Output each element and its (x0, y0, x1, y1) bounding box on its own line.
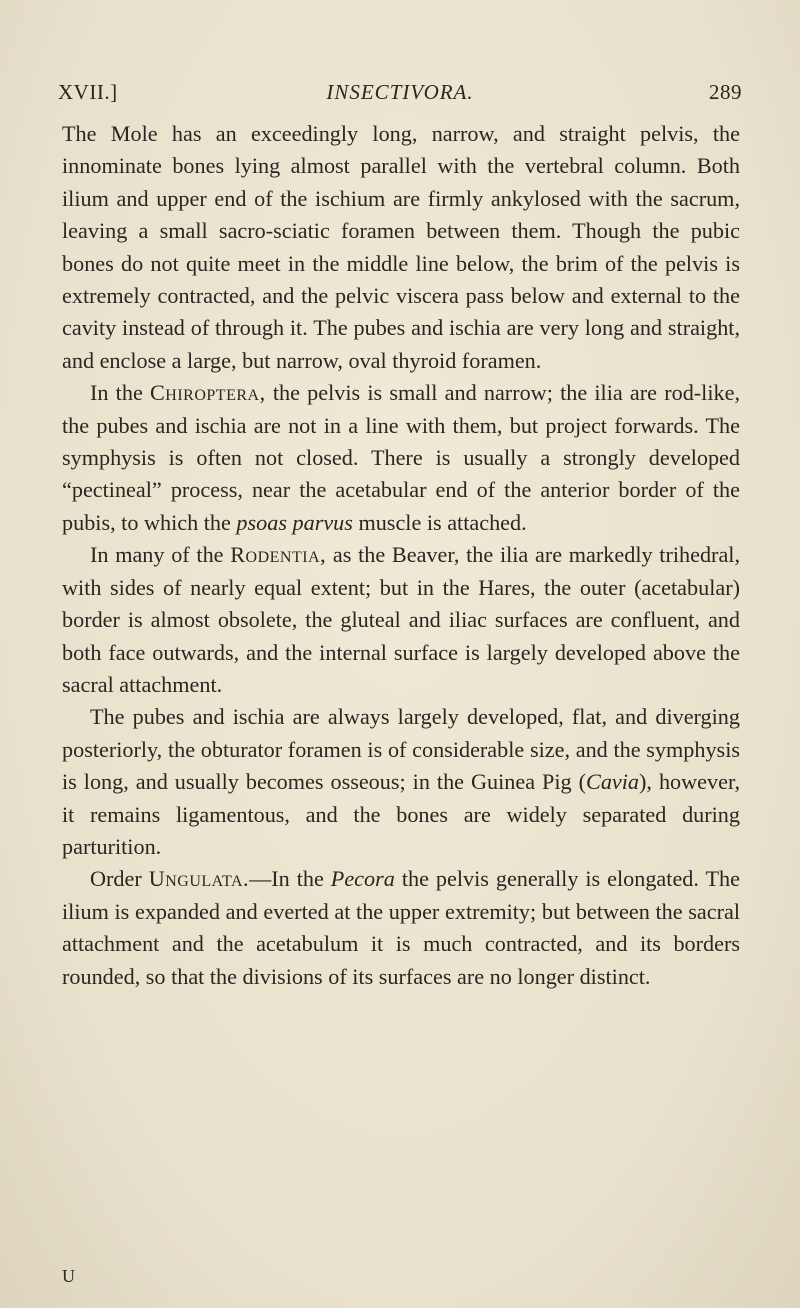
taxon-rodentia: Rodentia, (230, 542, 327, 568)
paragraph-rodentia: In many of the Rodentia, as the Beaver, the ilia are markedly trihedral, with sides of nearly equal extent; but in the Hares, the outer (acetabular) border is almost obsolete, the gluteal and iliac surfaces are confluent, and both face outwards, and the internal surface is largely developed above the sacral attachment. (62, 542, 740, 697)
paragraph-chiroptera: In the Chiroptera, the pelvis is small and narrow; the ilia are rod-like, the pubes and ischia are not in a line with them, but project forwards. The symphysis is often not closed. There is usually a strongly developed “pectineal” process, near the acetabular end of the anterior border of the pubis, to which the psoas parvus muscle is attached. (62, 380, 740, 535)
genus-cavia: Cavia (586, 769, 640, 795)
paragraph-pubes-ischia: The pubes and ischia are always largely developed, flat, and diverging posteriorly, the obturator foramen is of considerable size, and the symphysis is long, and usually becomes osseous; in the Guinea Pig (Cavia), however, it remains ligamentous, and the bones are widely separated during parturition. (62, 704, 740, 859)
taxon-ungulata: Ungulata. (148, 866, 250, 892)
signature-mark: U (62, 1266, 75, 1286)
page-number: 289 (709, 80, 742, 104)
running-head (58, 80, 742, 110)
paragraph-mole: The Mole has an exceedingly long, narrow, and straight pelvis, the innominate bones lying almost parallel with the vertebral column. Both ilium and upper end of the ischium are firmly ankylosed with the sacrum, leaving a small sacro-sciatic foramen between them. Though the pubic bones do not quite meet in the middle line below, the brim of the pelvis is extremely contracted, and the pelvic viscera pass below and external to the cavity instead of through it. The pubes and ischia are very long and straight, and enclose a large, but narrow, oval thyroid foramen. (62, 121, 740, 373)
chapter-number: XVII.] (58, 80, 118, 104)
body-text (62, 118, 740, 993)
paragraph-ungulata: Order Ungulata.—In the Pecora the pelvis generally is elongated. The ilium is expanded and everted at the upper extremity; but between the sacral attachment and the acetabulum it is much contracted, and its borders rounded, so that the divisions of its surfaces are no longer distinct. (62, 866, 740, 989)
muscle-name: psoas parvus (236, 509, 353, 535)
taxon-pecora: Pecora (330, 866, 395, 892)
taxon-chiroptera: Chiroptera, (150, 380, 266, 406)
running-title: INSECTIVORA. (326, 80, 474, 104)
